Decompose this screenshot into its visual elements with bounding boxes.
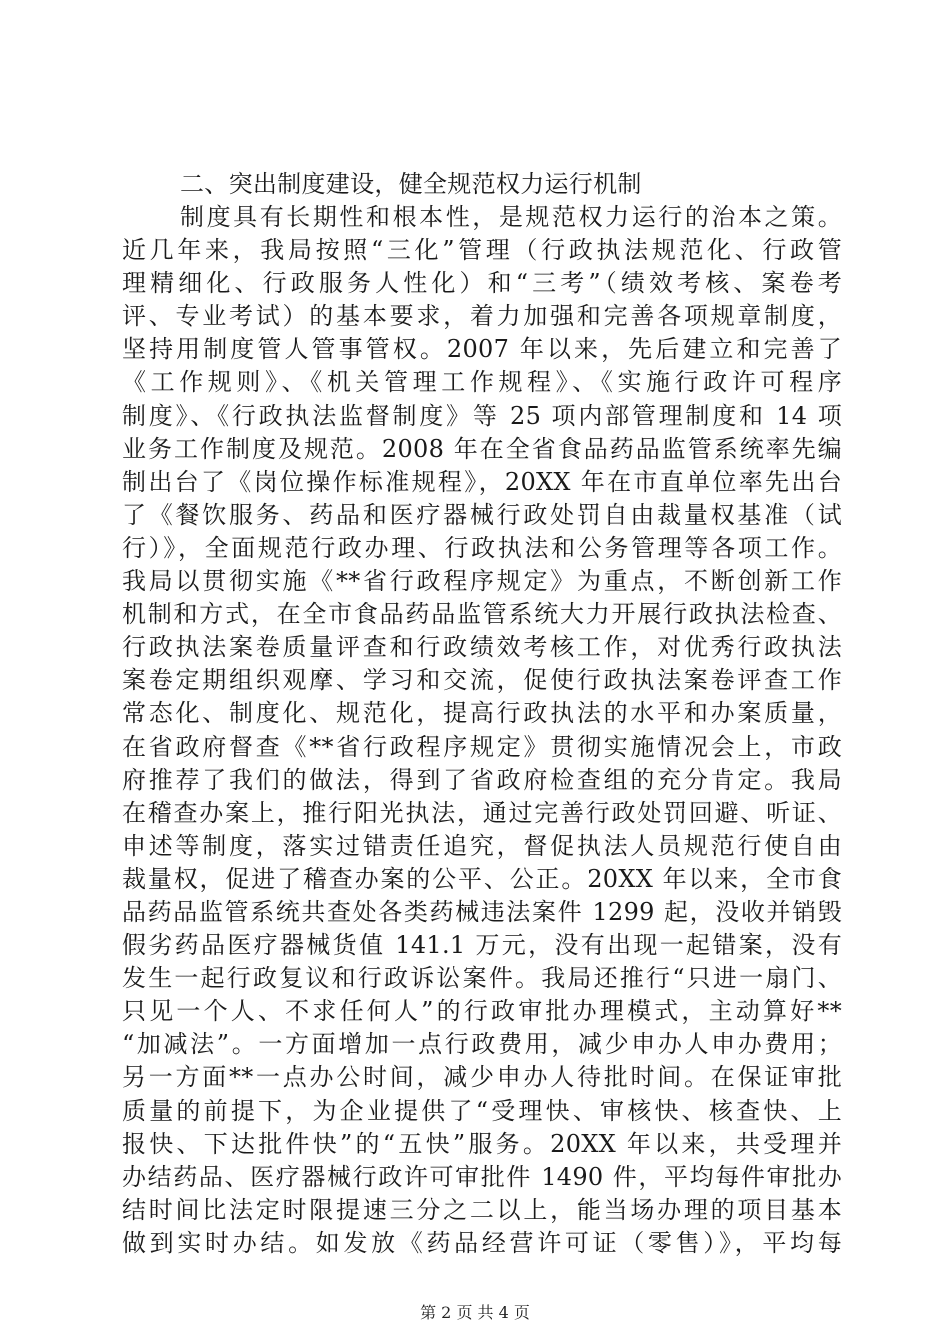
text-line: 假劣药品医疗器械货值 141.1 万元，没有出现一起错案，没有 <box>122 931 842 960</box>
text-line: 品药品监管系统共查处各类药械违法案件 1299 起，没收并销毁 <box>122 897 842 926</box>
text-line: 裁量权，促进了稽查办案的公平、公正。20XX 年以来，全市食 <box>122 864 842 893</box>
text-line: 另一方面**一点办公时间，减少申办人待批时间。在保证审批 <box>122 1063 842 1092</box>
text-line: 申述等制度，落实过错责任追究，督促执法人员规范行使自由 <box>122 831 842 860</box>
text-line: 质量的前提下，为企业提供了“受理快、审核快、核查快、上 <box>122 1096 842 1125</box>
text-line: 行）》，全面规范行政办理、行政执法和公务管理等各项工作。 <box>122 533 842 562</box>
text-line: 结时间比法定时限提速三分之二以上，能当场办理的项目基本 <box>122 1195 842 1224</box>
text-line: 制出台了《岗位操作标准规程》，20XX 年在市直单位率先出台 <box>122 467 842 496</box>
text-line: 了《餐饮服务、药品和医疗器械行政处罚自由裁量权基准（试 <box>122 500 842 529</box>
text-line: 《工作规则》、《机关管理工作规程》、《实施行政许可程序 <box>122 368 842 397</box>
body-paragraph <box>122 201 842 1260</box>
text-line: 制度》、《行政执法监督制度》等 25 项内部管理制度和 14 项 <box>122 401 842 430</box>
text-line: 机制和方式，在全市食品药品监管系统大力开展行政执法检查、 <box>122 600 842 629</box>
text-line: 府推荐了我们的做法，得到了省政府检查组的充分肯定。我局 <box>122 765 842 794</box>
text-line: 在稽查办案上，推行阳光执法，通过完善行政处罚回避、听证、 <box>122 798 842 827</box>
section-heading: 二、突出制度建设，健全规范权力运行机制 <box>180 170 642 198</box>
text-line: 坚持用制度管人管事管权。2007 年以来，先后建立和完善了 <box>122 335 842 364</box>
text-line: 报快、下达批件快”的“五快”服务。20XX 年以来，共受理并 <box>122 1129 842 1158</box>
text-line: 案卷定期组织观摩、学习和交流，促使行政执法案卷评查工作 <box>122 666 842 695</box>
page-footer: 第 2 页 共 4 页 <box>420 1303 530 1322</box>
text-line: 发生一起行政复议和行政诉讼案件。我局还推行“只进一扇门、 <box>122 964 842 993</box>
text-line: 评、专业考试）的基本要求，着力加强和完善各项规章制度， <box>122 302 842 331</box>
text-line: 做到实时办结。如发放《药品经营许可证（零售）》，平均每 <box>122 1228 842 1257</box>
text-line: 只见一个人、不求任何人”的行政审批办理模式，主动算好** <box>122 997 842 1026</box>
text-line: “加减法”。一方面增加一点行政费用，减少申办人申办费用； <box>122 1030 842 1059</box>
text-line: 办结药品、医疗器械行政许可审批件 1490 件，平均每件审批办 <box>122 1162 842 1191</box>
text-line: 制度具有长期性和根本性，是规范权力运行的治本之策。 <box>180 203 842 231</box>
text-line: 业务工作制度及规范。2008 年在全省食品药品监管系统率先编 <box>122 434 842 463</box>
text-line: 行政执法案卷质量评查和行政绩效考核工作，对优秀行政执法 <box>122 633 842 662</box>
text-line: 在省政府督查《**省行政程序规定》贯彻实施情况会上，市政 <box>122 732 842 761</box>
text-line: 近几年来，我局按照“三化”管理（行政执法规范化、行政管 <box>122 236 842 265</box>
text-line: 常态化、制度化、规范化，提高行政执法的水平和办案质量， <box>122 699 842 728</box>
text-line: 理精细化、行政服务人性化）和“三考”（绩效考核、案卷考 <box>122 269 842 298</box>
document-content <box>122 168 842 1260</box>
text-line: 我局以贯彻实施《**省行政程序规定》为重点，不断创新工作 <box>122 567 842 596</box>
